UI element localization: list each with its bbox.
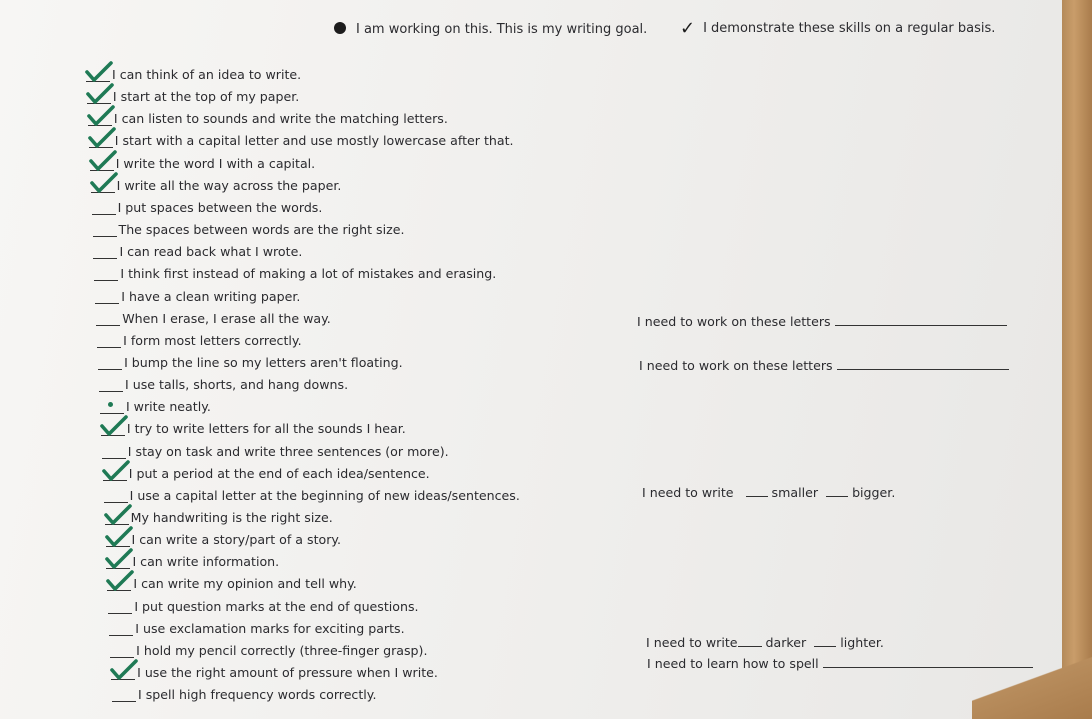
checklist-item (95, 284, 300, 304)
checklist-item (96, 306, 331, 326)
green-check-icon (84, 61, 114, 83)
checklist-item (97, 328, 301, 348)
letters-note-1 (637, 313, 1007, 329)
size-smaller-label: smaller (771, 485, 819, 500)
green-check-icon (89, 172, 119, 194)
checklist-item (86, 62, 301, 82)
legend-working-goal (334, 22, 647, 37)
checklist-blank (103, 467, 127, 481)
green-check-icon (104, 526, 134, 548)
checklist-item-text: I form most letters correctly. (123, 332, 302, 348)
checklist-item-text: I put a period at the end of each idea/sentence. (128, 465, 430, 481)
size-note-label: I need to write (642, 485, 734, 500)
checklist-item (93, 217, 405, 237)
checklist-item (90, 151, 315, 171)
checklist-item (94, 261, 496, 281)
pressure-note (646, 634, 884, 650)
pressure-darker-label: darker (765, 635, 807, 650)
checklist-item (108, 594, 418, 614)
checklist-item-text: I can listen to sounds and write the matching letters. (113, 111, 448, 127)
green-check-icon (105, 570, 135, 592)
green-check-icon (103, 504, 133, 526)
checklist-item (91, 173, 342, 193)
checklist-blank (112, 688, 136, 702)
checklist-item (88, 106, 448, 126)
green-check-icon (99, 415, 129, 437)
checklist-item-text: I bump the line so my letters aren't floating. (124, 354, 403, 370)
checklist-blank (93, 223, 117, 237)
checklist-item-text: I start at the top of my paper. (112, 89, 300, 105)
checklist-blank (95, 290, 119, 304)
checklist-item-text: I spell high frequency words correctly. (138, 687, 377, 703)
green-check-icon (85, 83, 115, 105)
checklist-item (87, 84, 299, 104)
checklist-item-text: I can write a story/part of a story. (131, 532, 342, 548)
green-check-icon (109, 659, 139, 681)
pressure-lighter-label: lighter. (840, 635, 884, 650)
letters-note-2 (639, 357, 1009, 373)
green-check-icon (104, 548, 134, 570)
checklist-item (101, 416, 406, 436)
checklist-item (106, 527, 342, 547)
green-check-icon (86, 105, 116, 127)
checklist-item-text: I use the right amount of pressure when I write. (137, 665, 438, 681)
spell-note-label: I need to learn how to spell (647, 656, 819, 671)
checkmark-icon: ✓ (680, 18, 696, 39)
checklist-blank (104, 489, 128, 503)
spell-blank (823, 655, 1033, 668)
checklist-item (99, 372, 348, 392)
checklist-blank (101, 422, 125, 436)
darker-blank (738, 634, 762, 647)
desk-edge-right (1062, 0, 1092, 719)
lighter-blank (814, 634, 836, 647)
checklist-blank (109, 622, 133, 636)
checklist-item-text: I use exclamation marks for exciting parts. (135, 620, 405, 636)
size-bigger-label: bigger. (852, 485, 896, 500)
checklist-blank (100, 400, 124, 414)
letters-note-2-label: I need to work on these letters (639, 358, 833, 373)
letters-blank-2 (837, 357, 1009, 370)
checklist-item-text: I can read back what I wrote. (119, 244, 303, 260)
checklist-item (107, 571, 356, 591)
checklist-item-text: I can write information. (132, 554, 280, 570)
legend-working-goal-text: I am working on this. This is my writing goal. (356, 22, 648, 37)
legend-demonstrate-text: I demonstrate these skills on a regular basis. (703, 21, 996, 36)
checklist-item-text: I think first instead of making a lot of mistakes and erasing. (120, 266, 497, 282)
checklist-item-text: I stay on task and write three sentences (or more). (127, 443, 449, 459)
checklist-blank (89, 134, 113, 148)
bigger-blank (826, 484, 848, 497)
checklist-item-text: I write the word I with a capital. (115, 155, 316, 171)
green-check-icon (88, 150, 118, 172)
checklist-item-text: I try to write letters for all the sounds I hear. (126, 421, 406, 437)
checklist-item-text: I use talls, shorts, and hang downs. (125, 377, 349, 393)
letters-blank-1 (835, 313, 1007, 326)
checklist-item-text: The spaces between words are the right size. (118, 222, 405, 238)
checklist-item-text: I hold my pencil correctly (three-finger grasp). (136, 642, 428, 658)
checklist-item (92, 195, 323, 215)
pressure-note-label: I need to write (646, 635, 738, 650)
checklist-item (100, 394, 211, 414)
green-check-icon (101, 460, 131, 482)
checklist-blank (107, 577, 131, 591)
checklist-item-text: I have a clean writing paper. (121, 288, 301, 304)
checklist-item (109, 616, 404, 636)
checklist-item (103, 461, 430, 481)
checklist-blank (97, 334, 121, 348)
checklist-blank (90, 157, 114, 171)
checklist-item (93, 239, 302, 259)
checklist-blank (105, 511, 129, 525)
checklist-item-text: I can think of an idea to write. (112, 67, 302, 82)
checklist-blank (106, 533, 130, 547)
checklist-item-text: I start with a capital letter and use mostly lowercase after that. (114, 133, 514, 149)
checklist-item-text: When I erase, I erase all the way. (122, 310, 331, 326)
legend-demonstrate (680, 18, 995, 39)
checklist-item-text: I put spaces between the words. (117, 199, 323, 215)
checklist-blank (96, 312, 120, 326)
checklist-item-text: I write neatly. (125, 399, 211, 415)
checklist-blank (88, 112, 112, 126)
checklist-blank (91, 179, 115, 193)
checklist-blank (111, 666, 135, 680)
goal-dot-icon (108, 402, 113, 407)
bullet-icon (334, 22, 346, 34)
spell-note (647, 655, 1033, 671)
checklist-blank (108, 600, 132, 614)
checklist-item-text: I can write my opinion and tell why. (133, 576, 357, 592)
checklist-item (110, 638, 427, 658)
smaller-blank (746, 484, 768, 497)
checklist-item (98, 350, 403, 370)
checklist-item-text: I write all the way across the paper. (116, 177, 342, 193)
checklist-blank (94, 267, 118, 281)
checklist-item (89, 128, 514, 148)
checklist-blank (99, 378, 123, 392)
checklist-item-text: My handwriting is the right size. (130, 510, 333, 525)
checklist-item (104, 483, 520, 503)
checklist-item (105, 505, 333, 525)
green-check-icon (87, 127, 117, 149)
checklist-blank (86, 68, 110, 82)
checklist-blank (98, 356, 122, 370)
checklist-item (112, 682, 376, 702)
checklist-item (106, 549, 279, 569)
checklist-blank (106, 555, 130, 569)
checklist-item (102, 439, 449, 459)
checklist-item-text: I put question marks at the end of questions. (134, 598, 419, 614)
size-note (642, 484, 895, 500)
letters-note-1-label: I need to work on these letters (637, 314, 831, 329)
checklist-blank (87, 90, 111, 104)
checklist-blank (102, 445, 126, 459)
checklist-blank (110, 644, 134, 658)
checklist-blank (92, 201, 116, 215)
checklist-item (111, 660, 438, 680)
checklist-item-text: I use a capital letter at the beginning of new ideas/sentences. (129, 487, 520, 503)
checklist-blank (93, 245, 117, 259)
